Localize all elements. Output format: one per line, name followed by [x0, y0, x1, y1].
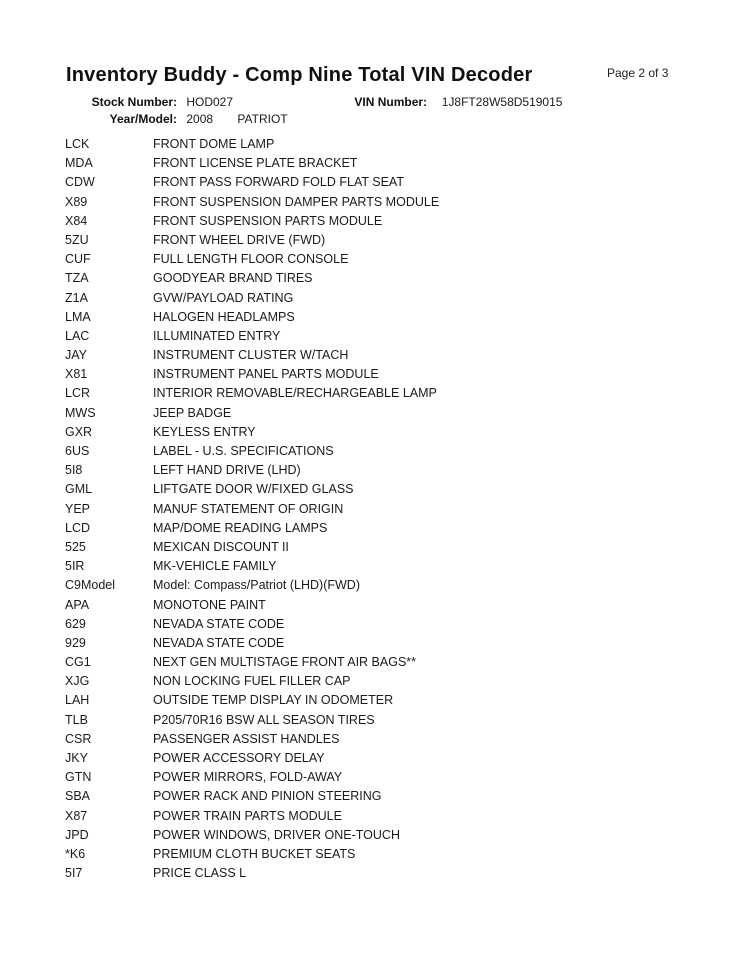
option-description: KEYLESS ENTRY: [153, 424, 256, 439]
option-description: HALOGEN HEADLAMPS: [153, 309, 295, 324]
option-code: CSR: [65, 731, 92, 746]
option-row: [0, 845, 742, 864]
option-description: INSTRUMENT CLUSTER W/TACH: [153, 348, 349, 363]
option-code: LMA: [65, 309, 91, 324]
option-row: [0, 423, 742, 442]
option-row: [0, 442, 742, 461]
option-row: [0, 634, 742, 653]
option-row: [0, 596, 742, 615]
option-description: OUTSIDE TEMP DISPLAY IN ODOMETER: [153, 693, 394, 708]
option-row: [0, 269, 742, 288]
option-description: PRICE CLASS L: [153, 866, 247, 881]
option-row: [0, 308, 742, 327]
option-code: MDA: [65, 156, 93, 171]
option-description: POWER TRAIN PARTS MODULE: [153, 808, 342, 823]
option-description: NEVADA STATE CODE: [153, 616, 285, 631]
option-row: [0, 864, 742, 883]
option-row: [0, 500, 742, 519]
option-code: LAC: [65, 328, 90, 343]
option-row: [0, 576, 742, 595]
option-description: POWER ACCESSORY DELAY: [153, 751, 325, 765]
option-row: [0, 193, 742, 212]
option-row: [0, 768, 742, 787]
option-row: [0, 365, 742, 384]
option-description: PREMIUM CLOTH BUCKET SEATS: [153, 846, 356, 861]
vin-number-label: VIN Number:: [354, 95, 428, 109]
option-description: ILLUMINATED ENTRY: [153, 328, 281, 343]
option-row: [0, 461, 742, 480]
option-description: MONOTONE PAINT: [153, 597, 266, 612]
option-code: X87: [65, 808, 88, 823]
option-row: [0, 807, 742, 826]
meta-row-year-model: [0, 111, 742, 128]
option-code: X84: [65, 213, 88, 228]
option-code: APA: [65, 597, 90, 612]
option-code: Z1A: [65, 290, 88, 305]
option-code: LCR: [65, 386, 91, 401]
option-description: MANUF STATEMENT OF ORIGIN: [153, 501, 344, 516]
option-row: [0, 384, 742, 403]
option-code: JAY: [65, 348, 87, 363]
option-description: MAP/DOME READING LAMPS: [153, 520, 328, 535]
option-row: [0, 615, 742, 634]
option-code: SBA: [65, 789, 91, 804]
option-code: 5ZU: [65, 232, 89, 247]
option-code: CG1: [65, 655, 91, 670]
option-row: [0, 480, 742, 499]
option-description: PASSENGER ASSIST HANDLES: [153, 731, 340, 746]
option-row: [0, 711, 742, 730]
option-code: X81: [65, 367, 88, 382]
option-row: [0, 327, 742, 346]
option-row: [0, 231, 742, 250]
stock-number-label: Stock Number:: [91, 95, 177, 109]
vehicle-meta: [0, 94, 742, 128]
option-code: 525: [65, 539, 86, 554]
options-list: [0, 135, 742, 883]
option-description: FRONT SUSPENSION DAMPER PARTS MODULE: [153, 194, 440, 209]
option-row: [0, 154, 742, 173]
option-row: [0, 557, 742, 576]
option-code: 5IR: [65, 559, 85, 574]
option-row: [0, 826, 742, 845]
option-description: POWER RACK AND PINION STEERING: [153, 789, 382, 804]
option-description: FRONT DOME LAMP: [153, 137, 275, 151]
option-code: TZA: [65, 271, 89, 286]
option-code: LAH: [65, 693, 90, 708]
option-code: 629: [65, 616, 86, 631]
option-code: CUF: [65, 252, 91, 267]
option-code: GXR: [65, 424, 93, 439]
year-value: 2008: [186, 112, 214, 126]
option-code: MWS: [65, 405, 96, 420]
vin-number-value: 1J8FT28W58D519015: [441, 95, 563, 109]
option-description: LEFT HAND DRIVE (LHD): [153, 463, 301, 478]
option-row: [0, 730, 742, 749]
option-description: NEVADA STATE CODE: [153, 635, 285, 650]
option-row: [0, 538, 742, 557]
option-row: [0, 519, 742, 538]
option-description: FRONT WHEEL DRIVE (FWD): [153, 232, 326, 247]
option-code: 5I7: [65, 866, 83, 881]
option-description: GOODYEAR BRAND TIRES: [153, 271, 313, 286]
option-code: 929: [65, 635, 86, 650]
option-row: [0, 212, 742, 231]
option-description: FRONT PASS FORWARD FOLD FLAT SEAT: [153, 175, 404, 190]
option-description: LABEL - U.S. SPECIFICATIONS: [153, 444, 334, 458]
option-row: [0, 346, 742, 365]
option-row: [0, 404, 742, 423]
option-row: [0, 672, 742, 691]
option-code: JPD: [65, 827, 89, 842]
option-description: MEXICAN DISCOUNT II: [153, 539, 289, 554]
option-description: POWER WINDOWS, DRIVER ONE-TOUCH: [153, 827, 400, 842]
option-description: GVW/PAYLOAD RATING: [153, 290, 294, 305]
option-description: NON LOCKING FUEL FILLER CAP: [153, 674, 351, 689]
option-description: NEXT GEN MULTISTAGE FRONT AIR BAGS**: [153, 655, 417, 670]
option-code: LCK: [65, 137, 90, 151]
option-code: JKY: [65, 751, 88, 765]
option-description: FRONT LICENSE PLATE BRACKET: [153, 156, 358, 171]
option-code: CDW: [65, 175, 95, 190]
option-code: LCD: [65, 520, 91, 535]
option-description: MK-VEHICLE FAMILY: [153, 559, 277, 574]
option-description: LIFTGATE DOOR W/FIXED GLASS: [153, 482, 354, 497]
model-value: PATRIOT: [237, 112, 288, 126]
page-title: Inventory Buddy - Comp Nine Total VIN Decoder: [66, 64, 533, 86]
option-row: [0, 135, 742, 154]
option-row: [0, 173, 742, 192]
option-row: [0, 787, 742, 806]
option-code: XJG: [65, 674, 90, 689]
option-description: FULL LENGTH FLOOR CONSOLE: [153, 252, 349, 267]
option-code: C9Model: [65, 578, 116, 593]
option-description: JEEP BADGE: [153, 405, 232, 420]
option-code: GTN: [65, 770, 92, 785]
option-row: [0, 653, 742, 672]
option-code: X89: [65, 194, 88, 209]
option-description: INTERIOR REMOVABLE/RECHARGEABLE LAMP: [153, 386, 437, 401]
option-code: *K6: [65, 846, 86, 861]
option-code: TLB: [65, 712, 88, 727]
option-code: 6US: [65, 444, 90, 458]
meta-row-stock-vin: [0, 94, 742, 111]
option-description: Model: Compass/Patriot (LHD)(FWD): [153, 578, 360, 593]
option-description: FRONT SUSPENSION PARTS MODULE: [153, 213, 383, 228]
option-code: GML: [65, 482, 93, 497]
option-description: P205/70R16 BSW ALL SEASON TIRES: [153, 712, 375, 727]
option-description: POWER MIRRORS, FOLD-AWAY: [153, 770, 343, 785]
option-row: [0, 289, 742, 308]
option-code: 5I8: [65, 463, 83, 478]
page-number: Page 2 of 3: [607, 66, 669, 80]
option-row: [0, 749, 742, 768]
stock-number-value: HOD027: [186, 95, 234, 109]
option-row: [0, 691, 742, 710]
option-row: [0, 250, 742, 269]
option-code: YEP: [65, 501, 91, 516]
year-model-label: Year/Model:: [109, 112, 177, 126]
option-description: INSTRUMENT PANEL PARTS MODULE: [153, 367, 379, 382]
